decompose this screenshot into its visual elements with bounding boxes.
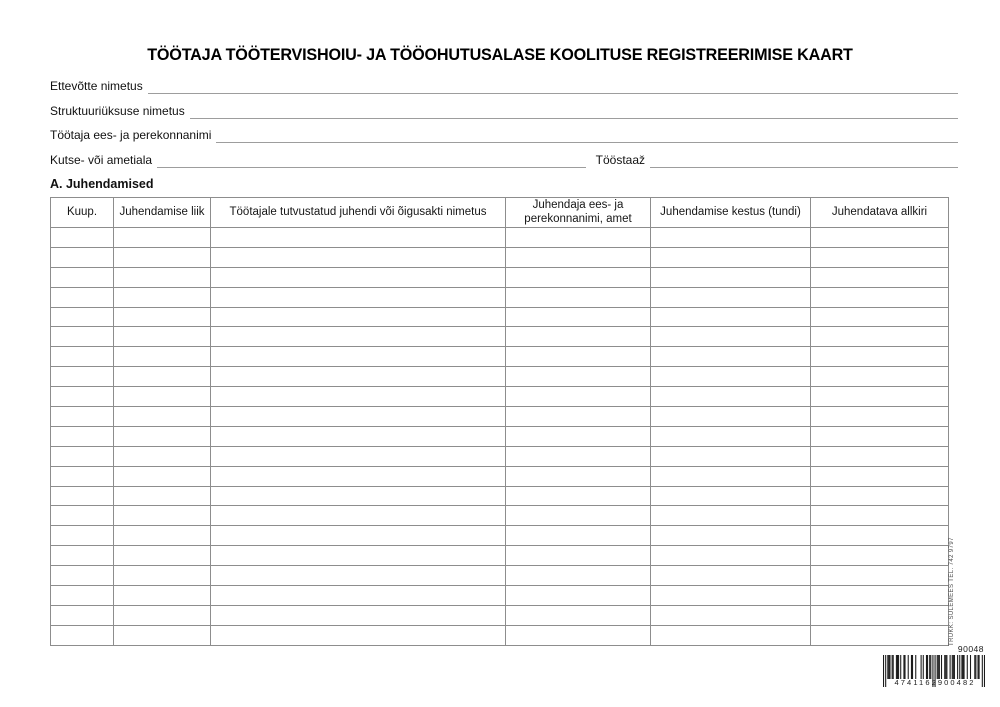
table-cell — [811, 506, 949, 526]
table-cell — [651, 267, 811, 287]
col-header-document-name: Töötajale tutvustatud juhendi või õigusakti nimetus — [211, 198, 506, 228]
table-cell — [811, 347, 949, 367]
table-cell — [51, 228, 114, 248]
table-cell — [811, 327, 949, 347]
table-cell — [811, 287, 949, 307]
table-cell — [51, 486, 114, 506]
table-cell — [114, 407, 211, 427]
table-cell — [211, 446, 506, 466]
section-a-heading: A. Juhendamised — [50, 177, 154, 191]
table-cell — [51, 387, 114, 407]
table-cell — [211, 506, 506, 526]
table-cell — [51, 426, 114, 446]
table-cell — [51, 526, 114, 546]
company-fill-line — [148, 77, 958, 94]
barcode-block — [883, 644, 985, 687]
table-cell — [51, 287, 114, 307]
table-cell — [506, 426, 651, 446]
table-cell — [506, 566, 651, 586]
table-cell — [651, 327, 811, 347]
table-cell — [651, 407, 811, 427]
table-cell — [211, 566, 506, 586]
table-cell — [651, 526, 811, 546]
table-row — [51, 566, 949, 586]
table-cell — [211, 307, 506, 327]
occupation-fill-line — [157, 151, 586, 168]
col-header-instructor-name: Juhendaja ees- ja perekonnanimi, amet — [506, 198, 651, 228]
table-cell — [506, 446, 651, 466]
table-row — [51, 347, 949, 367]
table-cell — [811, 367, 949, 387]
table-cell — [651, 605, 811, 625]
table-cell — [506, 586, 651, 606]
col-header-instruction-type: Juhendamise liik — [114, 198, 211, 228]
table-cell — [811, 446, 949, 466]
table-cell — [506, 546, 651, 566]
table-row — [51, 426, 949, 446]
table-cell — [651, 546, 811, 566]
table-cell — [506, 605, 651, 625]
table-cell — [114, 546, 211, 566]
table-cell — [51, 446, 114, 466]
table-cell — [811, 387, 949, 407]
table-cell — [211, 228, 506, 248]
table-cell — [211, 466, 506, 486]
table-cell — [114, 486, 211, 506]
table-cell — [651, 486, 811, 506]
table-cell — [114, 625, 211, 645]
table-cell — [211, 407, 506, 427]
table-cell — [811, 426, 949, 446]
table-cell — [651, 466, 811, 486]
field-occupation-and-tenure — [50, 150, 958, 168]
table-cell — [51, 367, 114, 387]
table-cell — [506, 367, 651, 387]
table-cell — [114, 387, 211, 407]
table-cell — [211, 625, 506, 645]
col-header-duration: Juhendamise kestus (tundi) — [651, 198, 811, 228]
table-cell — [211, 347, 506, 367]
unit-fill-line — [190, 102, 958, 119]
table-cell — [114, 466, 211, 486]
table-cell — [506, 307, 651, 327]
table-cell — [811, 486, 949, 506]
table-cell — [211, 526, 506, 546]
tenure-fill-line — [650, 151, 958, 168]
table-cell — [811, 407, 949, 427]
table-cell — [506, 247, 651, 267]
table-cell — [51, 466, 114, 486]
table-cell — [506, 347, 651, 367]
table-cell — [651, 387, 811, 407]
table-cell — [651, 446, 811, 466]
ean-digits: 4741162900482 — [894, 678, 976, 687]
table-row — [51, 506, 949, 526]
table-cell — [211, 267, 506, 287]
table-cell — [506, 625, 651, 645]
company-label: Ettevõtte nimetus — [50, 79, 143, 93]
table-cell — [211, 327, 506, 347]
table-cell — [506, 466, 651, 486]
table-cell — [811, 466, 949, 486]
table-cell — [211, 586, 506, 606]
unit-label: Struktuuriüksuse nimetus — [50, 103, 185, 118]
table-row — [51, 526, 949, 546]
instruction-table-body — [51, 228, 949, 646]
table-cell — [114, 605, 211, 625]
table-cell — [114, 586, 211, 606]
table-cell — [114, 526, 211, 546]
table-cell — [811, 307, 949, 327]
table-cell — [651, 287, 811, 307]
table-row — [51, 546, 949, 566]
table-cell — [114, 347, 211, 367]
table-row — [51, 446, 949, 466]
table-cell — [51, 506, 114, 526]
page-title: TÖÖTAJA TÖÖTERVISHOIU- JA TÖÖOHUTUSALASE KOOLITUSE REGISTREERIMISE KAART — [147, 46, 853, 64]
table-cell — [51, 307, 114, 327]
table-cell — [51, 566, 114, 586]
employee-name-fill-line — [216, 126, 958, 143]
table-row — [51, 466, 949, 486]
print-shop-note: TRÜKK: SULEMEES TEL. 742 9797 — [949, 537, 955, 646]
field-company — [50, 76, 958, 94]
table-cell — [506, 327, 651, 347]
table-row — [51, 307, 949, 327]
table-cell — [506, 387, 651, 407]
table-row — [51, 228, 949, 248]
col-header-date: Kuup. — [51, 198, 114, 228]
table-cell — [506, 228, 651, 248]
product-code: 90048 — [957, 644, 984, 654]
table-cell — [651, 307, 811, 327]
table-cell — [811, 625, 949, 645]
table-row — [51, 267, 949, 287]
table-cell — [811, 526, 949, 546]
table-cell — [114, 506, 211, 526]
table-cell — [51, 347, 114, 367]
instruction-table — [50, 197, 949, 646]
table-cell — [506, 407, 651, 427]
table-cell — [506, 486, 651, 506]
employee-name-label: Töötaja ees- ja perekonnanimi — [50, 128, 212, 142]
table-cell — [651, 247, 811, 267]
table-row — [51, 327, 949, 347]
table-cell — [506, 506, 651, 526]
table-cell — [506, 267, 651, 287]
table-cell — [811, 267, 949, 287]
table-cell — [811, 546, 949, 566]
table-cell — [211, 546, 506, 566]
table-row — [51, 387, 949, 407]
table-cell — [51, 625, 114, 645]
table-cell — [114, 426, 211, 446]
table-cell — [651, 347, 811, 367]
table-cell — [211, 247, 506, 267]
table-cell — [211, 486, 506, 506]
table-cell — [651, 506, 811, 526]
table-cell — [114, 446, 211, 466]
table-cell — [211, 387, 506, 407]
field-employee-name — [50, 125, 958, 143]
table-row — [51, 287, 949, 307]
table-cell — [114, 327, 211, 347]
instruction-table-header — [51, 198, 949, 228]
header-fields — [50, 76, 958, 174]
table-cell — [211, 426, 506, 446]
field-unit — [50, 101, 958, 119]
table-row — [51, 605, 949, 625]
table-cell — [651, 625, 811, 645]
table-row — [51, 367, 949, 387]
table-cell — [506, 526, 651, 546]
table-cell — [51, 586, 114, 606]
table-cell — [811, 228, 949, 248]
header-row — [51, 198, 949, 228]
table-cell — [811, 566, 949, 586]
table-cell — [51, 605, 114, 625]
table-cell — [651, 228, 811, 248]
table-cell — [51, 267, 114, 287]
table-row — [51, 407, 949, 427]
occupation-label: Kutse- või ametiala — [50, 152, 153, 167]
table-row — [51, 247, 949, 267]
table-cell — [651, 367, 811, 387]
table-cell — [114, 566, 211, 586]
tenure-label: Tööstaaž — [595, 152, 645, 167]
table-cell — [211, 367, 506, 387]
table-cell — [811, 247, 949, 267]
table-cell — [211, 287, 506, 307]
table-cell — [114, 267, 211, 287]
table-cell — [651, 586, 811, 606]
table-cell — [114, 307, 211, 327]
table-cell — [51, 407, 114, 427]
table-cell — [114, 287, 211, 307]
table-cell — [811, 586, 949, 606]
table-cell — [211, 605, 506, 625]
table-cell — [651, 426, 811, 446]
table-cell — [51, 247, 114, 267]
col-header-signature: Juhendatava allkiri — [811, 198, 949, 228]
table-row — [51, 625, 949, 645]
table-cell — [506, 287, 651, 307]
table-cell — [114, 228, 211, 248]
table-cell — [51, 546, 114, 566]
table-cell — [811, 605, 949, 625]
table-cell — [114, 367, 211, 387]
table-cell — [114, 247, 211, 267]
table-cell — [651, 566, 811, 586]
table-row — [51, 486, 949, 506]
table-cell — [51, 327, 114, 347]
table-row — [51, 586, 949, 606]
